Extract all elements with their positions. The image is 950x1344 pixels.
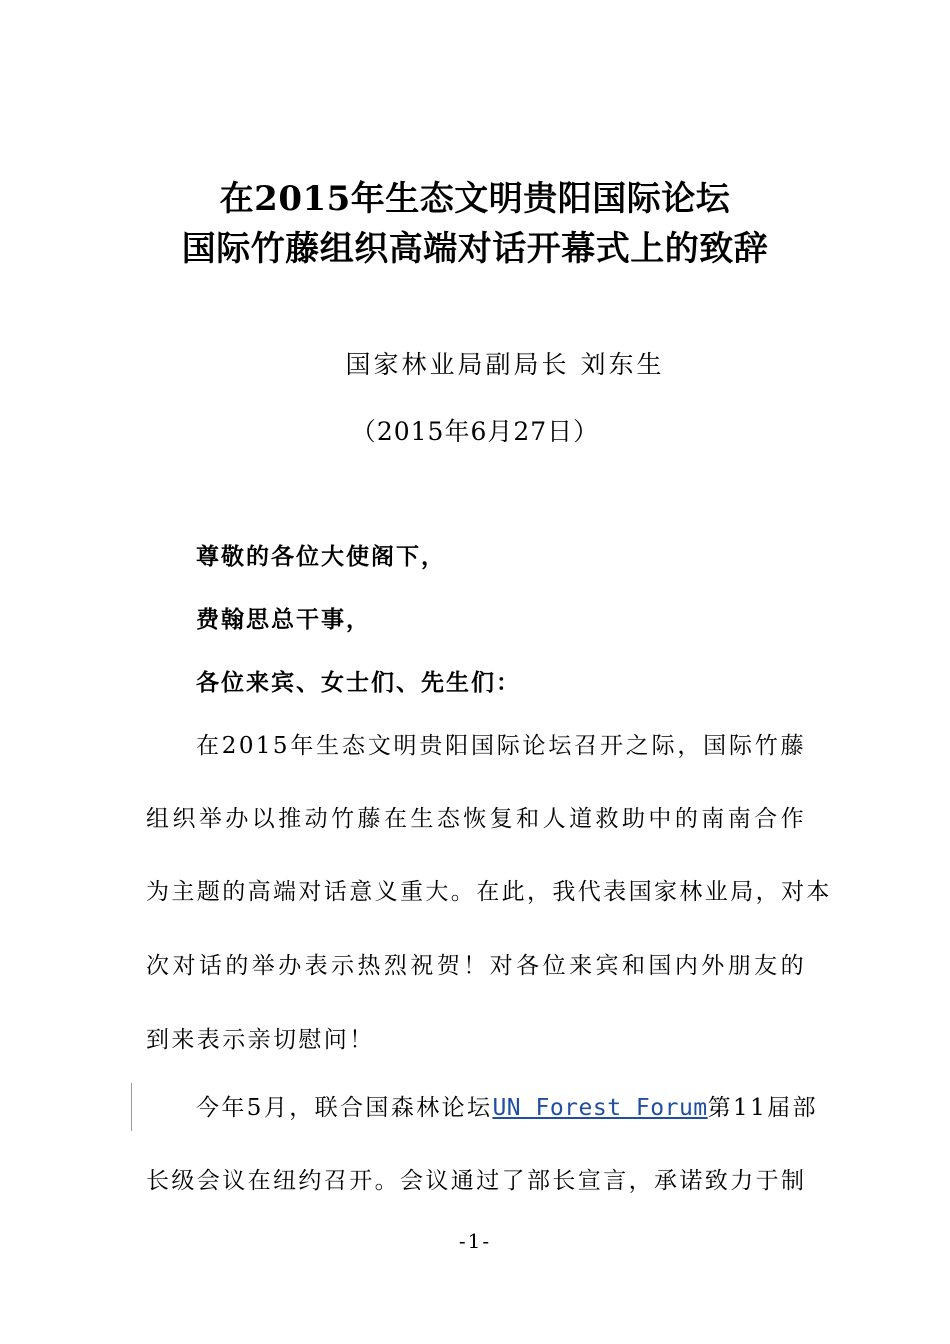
paragraph-2-line-2: 长级会议在纽约召开。会议通过了部长宣言，承诺致力于制 bbox=[146, 1168, 807, 1194]
title-line-1: 在2015年生态文明贵阳国际论坛 bbox=[219, 179, 731, 219]
paragraph-1-line-3: 为主题的高端对话意义重大。在此，我代表国家林业局，对本 bbox=[146, 879, 832, 905]
paragraph-1-line-1: 在2015年生态文明贵阳国际论坛召开之际，国际竹藤 bbox=[196, 733, 806, 759]
revision-change-bar bbox=[131, 1083, 132, 1131]
un-forest-forum-link[interactable]: UN Forest Forum bbox=[492, 1095, 708, 1121]
paragraph-2-line-1 bbox=[196, 1090, 818, 1126]
speech-date: （2015年6月27日） bbox=[350, 417, 600, 446]
paragraph-1-line-2: 组织举办以推动竹藤在生态恢复和人道救助中的南南合作 bbox=[146, 806, 806, 832]
salutation-director-general: 费翰思总干事， bbox=[196, 606, 371, 633]
salutation-ambassadors: 尊敬的各位大使阁下， bbox=[196, 543, 446, 570]
paragraph-2-text-after-link: 第11届部 bbox=[707, 1095, 818, 1121]
paragraph-2-text-before-link: 今年5月，联合国森林论坛 bbox=[196, 1095, 493, 1121]
page-number: -1- bbox=[458, 1229, 492, 1253]
author-line: 国家林业局副局长 刘东生 bbox=[345, 350, 665, 379]
salutation-guests: 各位来宾、女士们、先生们： bbox=[196, 669, 521, 696]
title-line-2: 国际竹藤组织高端对话开幕式上的致辞 bbox=[181, 229, 769, 269]
paragraph-1-line-4: 次对话的举办表示热烈祝贺！对各位来宾和国内外朋友的 bbox=[146, 953, 806, 979]
paragraph-1-line-5: 到来表示亲切慰问！ bbox=[146, 1027, 375, 1053]
